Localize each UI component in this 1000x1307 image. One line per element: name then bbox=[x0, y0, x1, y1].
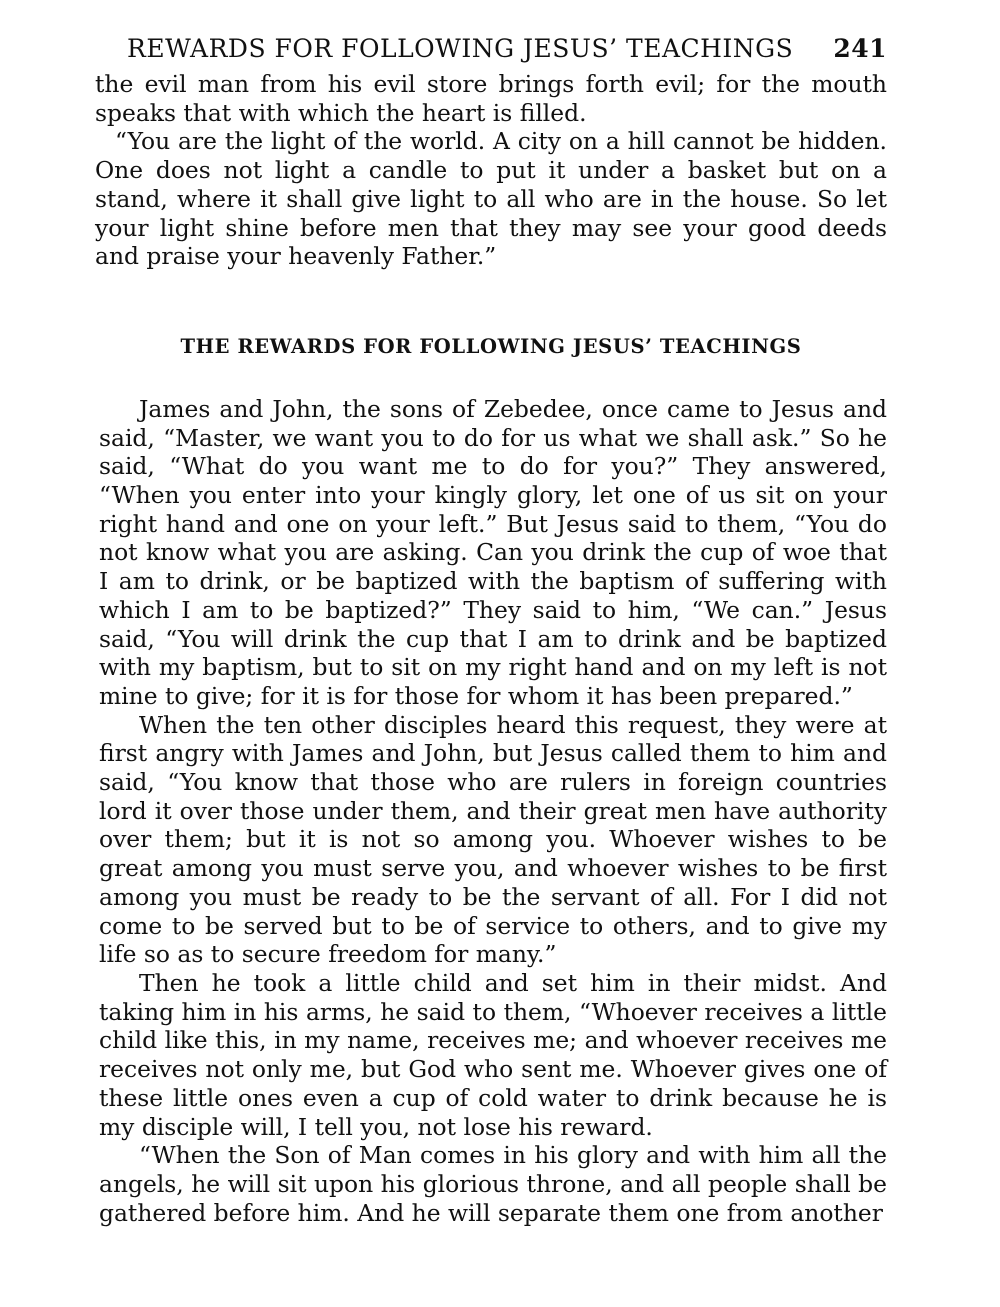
running-title: REWARDS FOR FOLLOWING JESUS’ TEACHINGS bbox=[127, 34, 794, 63]
paragraph: James and John, the sons of Zebedee, once came to Jesus and said, “Master, we want you to do for us what we shall ask.” So he said, “What do you want me to do for you?” They answered, “When you enter into your kingly glory, let one of us sit on your right hand and one on your left.” But Jesus said to them, “You do not know what you are asking. Can you drink the cup of woe that I am to drink, or be baptized with the baptism of suffering with which I am to be baptized?” They said to him, “We can.” Jesus said, “You will drink the cup that I am to drink and be baptized with my baptism, but to sit on my right hand and on my left is not mine to give; for it is for those for whom it has been prepared.” bbox=[99, 394, 887, 710]
paragraph: “When the Son of Man comes in his glory and with him all the angels, he will sit upon his glorious throne, and all people shall be gathered before him. And he will separate them one from another bbox=[99, 1141, 887, 1227]
section-heading: THE REWARDS FOR FOLLOWING JESUS’ TEACHINGS bbox=[180, 334, 802, 358]
paragraph: “You are the light of the world. A city on a hill cannot be hidden. One does not light a candle to put it under a basket but on a stand, where it shall give light to all who are in the house. So let your light shine before men that they may see your good deeds and praise your heavenly Father.” bbox=[95, 127, 887, 271]
paragraph: the evil man from his evil store brings forth evil; for the mouth speaks that with which the heart is filled. bbox=[95, 70, 887, 127]
page-number: 241 bbox=[833, 34, 887, 63]
paragraph: Then he took a little child and set him in their midst. And taking him in his arms, he said to them, “Whoever receives a little child like this, in my name, receives me; and whoever receives me receives not only me, but God who sent me. Whoever gives one of these little ones even a cup of cold water to drink because he is my disciple will, I tell you, not lose his reward. bbox=[99, 968, 887, 1141]
continued-text bbox=[95, 70, 887, 271]
running-header bbox=[95, 34, 887, 70]
section-body bbox=[95, 395, 887, 1227]
paragraph: When the ten other disciples heard this request, they were at first angry with James and John, but Jesus called them to him and said, “You know that those who are rulers in foreign countries lord it over those under them, and their great men have authority over them; but it is not so among you. Whoever wishes to be great among you must serve you, and whoever wishes to be first among you must be ready to be the servant of all. For I did not come to be served but to be of service to others, and to give my life so as to secure freedom for many.” bbox=[99, 710, 887, 969]
book-page bbox=[95, 34, 887, 1227]
